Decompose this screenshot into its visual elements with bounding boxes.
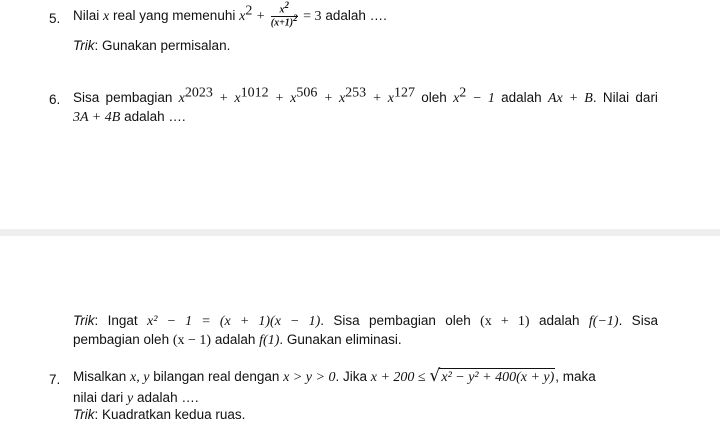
q6-trik-div2: (x − 1) bbox=[172, 333, 212, 348]
q6-trik-line1 bbox=[73, 313, 658, 330]
q6-trik-f2: f(1) bbox=[259, 333, 280, 348]
q5-trik-text: : Gunakan permisalan. bbox=[94, 38, 231, 53]
q7-sqrt: √ x² − y² + 400(x + y) bbox=[429, 366, 555, 386]
q7-line2 bbox=[73, 390, 199, 407]
q5-eq-equals: = 3 bbox=[303, 9, 322, 25]
q7-number: 7. bbox=[49, 372, 61, 387]
q5-fraction: $\frac{x^2}{(x+1)^2}$ bbox=[270, 0, 298, 29]
q5-trik bbox=[73, 38, 230, 53]
q6-divisor: $x^2 - 1$ bbox=[453, 85, 495, 106]
q5-text-real: real yang memenuhi bbox=[113, 8, 236, 24]
q7-trik-text: : Kuadratkan kedua ruas. bbox=[94, 407, 246, 422]
q6-trik-2a: pembagian oleh bbox=[73, 332, 170, 347]
q7-text-jika: . Jika bbox=[335, 369, 367, 384]
q6-trik-label: Trik bbox=[73, 313, 95, 328]
q7-line2-b: adalah …. bbox=[137, 390, 199, 405]
q6-text-nilai: . Nilai dari bbox=[592, 90, 658, 105]
q5-equation: $x^2$ + $\frac{x^2}{(x+1)^2}$ bbox=[239, 0, 298, 29]
q5-text-before: Nilai bbox=[73, 8, 100, 24]
q6-remainder: Ax + B bbox=[547, 91, 593, 106]
q5-trik-label: Trik bbox=[73, 38, 95, 53]
q6-line1 bbox=[73, 85, 658, 107]
page-divider bbox=[0, 229, 720, 236]
q7-line1 bbox=[73, 368, 596, 386]
q7-sqrt-content: x² − y² + 400(x + y) bbox=[441, 370, 555, 385]
q7-text-maka: , maka bbox=[555, 369, 596, 384]
q6-trik-1b: . Sisa pembagian oleh bbox=[320, 313, 471, 328]
q5-question bbox=[73, 0, 387, 29]
q6-trik-f1: f(−1) bbox=[588, 314, 619, 329]
q7-text-bil: bilangan real dengan bbox=[153, 369, 280, 384]
q6-polynomial: $x^{2023} + x^{1012} + x^{506} + x^{253} + x^{127}$ bbox=[178, 85, 415, 106]
q6-trik-2c: . Gunakan eliminasi. bbox=[279, 332, 402, 347]
q6-text-oleh: oleh bbox=[421, 90, 447, 105]
q6-trik-line2 bbox=[73, 332, 402, 349]
q7-vars: x, y bbox=[130, 370, 150, 385]
q6-trik-2b: adalah bbox=[214, 332, 256, 347]
q7-trik-label: Trik bbox=[73, 407, 95, 422]
q6-expr: 3A + 4B bbox=[73, 110, 121, 125]
q7-line2-a: nilai dari bbox=[73, 390, 124, 405]
q6-trik-1d: . Sisa bbox=[618, 313, 658, 328]
q6-text-end: adalah …. bbox=[124, 109, 186, 124]
q6-trik-1a: : Ingat bbox=[94, 313, 138, 328]
q7-cond: x > y > 0 bbox=[283, 370, 336, 385]
q5-text-after: adalah …. bbox=[325, 8, 387, 24]
q6-trik-identity: x² − 1 = (x + 1)(x − 1) bbox=[147, 314, 321, 329]
q6-trik-div1: (x + 1) bbox=[480, 314, 530, 329]
q6-text-adalah: adalah bbox=[501, 90, 542, 105]
q6-number: 6. bbox=[49, 92, 61, 107]
q7-ineq-left: x + 200 ≤ bbox=[370, 370, 426, 385]
q7-text-before: Misalkan bbox=[73, 369, 127, 384]
q5-number: 5. bbox=[49, 11, 61, 26]
q6-line2 bbox=[73, 109, 186, 126]
q7-trik bbox=[73, 407, 245, 422]
q5-var-x: x bbox=[103, 9, 110, 25]
q6-trik-1c: adalah bbox=[538, 313, 580, 328]
q6-text-before: Sisa pembagian bbox=[73, 90, 173, 105]
q7-line2-var: y bbox=[127, 391, 134, 406]
